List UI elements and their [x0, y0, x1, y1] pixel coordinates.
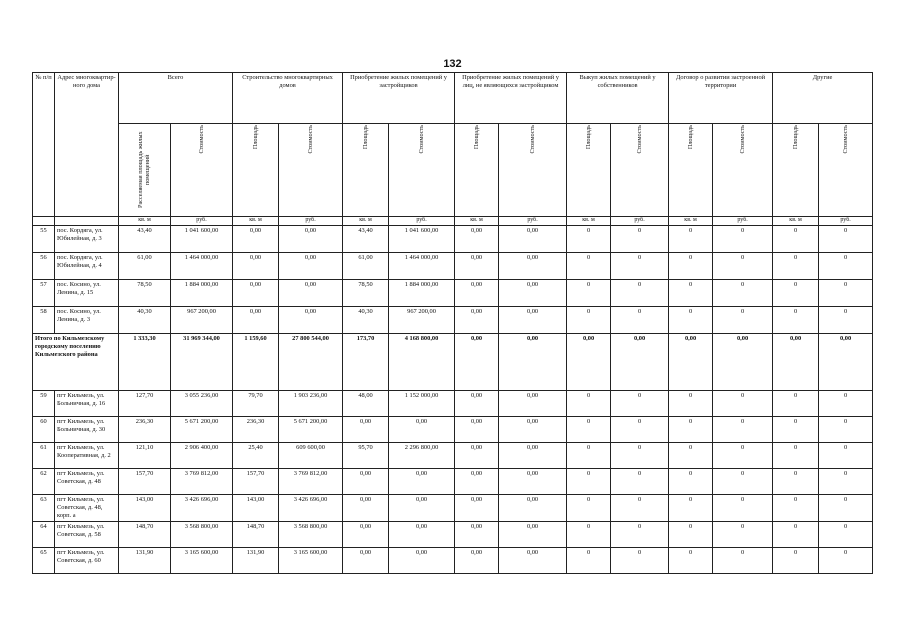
row-value: 143,00 — [233, 494, 279, 521]
row-value: 1 884 000,00 — [171, 279, 233, 306]
row-value: 0 — [611, 547, 669, 573]
row-value: 0 — [567, 306, 611, 333]
row-value: 0,00 — [499, 442, 567, 468]
row-value: 61,00 — [119, 252, 171, 279]
unit-cost: руб. — [279, 217, 343, 226]
row-value: 0,00 — [279, 279, 343, 306]
row-value: 0 — [819, 252, 873, 279]
row-value: 967 200,00 — [171, 306, 233, 333]
row-address: пгт Кильмезь, ул. Больничная, д. 30 — [55, 416, 119, 442]
units-row — [33, 217, 873, 226]
row-value: 95,70 — [343, 442, 389, 468]
total-value: 0,00 — [713, 333, 773, 390]
table-row — [33, 225, 873, 252]
row-value: 0,00 — [455, 442, 499, 468]
subheader-area — [119, 124, 171, 217]
row-value: 0,00 — [389, 468, 455, 494]
unit-cost: руб. — [611, 217, 669, 226]
row-value: 131,90 — [233, 547, 279, 573]
subheader-label: Расселяемая площадь жилых помещений — [137, 131, 152, 209]
row-value: 0 — [773, 279, 819, 306]
row-number: 55 — [33, 225, 55, 252]
row-number: 61 — [33, 442, 55, 468]
total-value: 0,00 — [819, 333, 873, 390]
row-value: 0,00 — [499, 547, 567, 573]
row-number: 63 — [33, 494, 55, 521]
subheader-cost — [499, 124, 567, 217]
row-value: 0,00 — [455, 416, 499, 442]
row-value: 0 — [567, 494, 611, 521]
row-value: 0 — [669, 252, 713, 279]
row-value: 609 600,00 — [279, 442, 343, 468]
row-value: 0,00 — [389, 494, 455, 521]
table-row — [33, 547, 873, 573]
row-address: пгт Кильмезь, ул. Советская, д. 48 — [55, 468, 119, 494]
row-value: 0 — [713, 442, 773, 468]
row-value: 0,00 — [343, 521, 389, 547]
unit-cost: руб. — [171, 217, 233, 226]
total-value: 4 168 800,00 — [389, 333, 455, 390]
row-value: 0,00 — [499, 494, 567, 521]
row-value: 43,40 — [119, 225, 171, 252]
row-value: 0 — [567, 252, 611, 279]
row-value: 1 464 000,00 — [389, 252, 455, 279]
row-value: 0 — [567, 521, 611, 547]
row-value: 40,30 — [119, 306, 171, 333]
subheader-area — [669, 124, 713, 217]
subheader-label: Стоимость — [635, 125, 643, 154]
row-value: 0,00 — [233, 279, 279, 306]
row-value: 0,00 — [455, 468, 499, 494]
row-value: 0 — [773, 547, 819, 573]
unit-area: кв. м — [343, 217, 389, 226]
row-number: 58 — [33, 306, 55, 333]
table-row — [33, 252, 873, 279]
unit-area: кв. м — [567, 217, 611, 226]
total-value: 0,00 — [455, 333, 499, 390]
total-value: 0,00 — [611, 333, 669, 390]
row-value: 0 — [567, 547, 611, 573]
row-value: 48,00 — [343, 390, 389, 416]
row-value: 0 — [669, 494, 713, 521]
row-value: 0 — [611, 442, 669, 468]
row-value: 148,70 — [233, 521, 279, 547]
row-value: 79,70 — [233, 390, 279, 416]
total-value: 0,00 — [499, 333, 567, 390]
row-value: 0,00 — [279, 225, 343, 252]
row-value: 3 568 800,00 — [171, 521, 233, 547]
row-value: 0 — [611, 225, 669, 252]
table-row — [33, 279, 873, 306]
row-value: 0 — [611, 252, 669, 279]
row-value: 3 769 812,00 — [171, 468, 233, 494]
row-value: 0 — [713, 468, 773, 494]
row-value: 0 — [713, 306, 773, 333]
subheader-label: Площадь — [251, 125, 259, 150]
row-value: 0 — [819, 521, 873, 547]
row-value: 43,40 — [343, 225, 389, 252]
subheader-label: Стоимость — [306, 125, 314, 154]
row-value: 0 — [669, 442, 713, 468]
row-value: 0,00 — [499, 279, 567, 306]
row-value: 3 055 236,00 — [171, 390, 233, 416]
row-value: 0,00 — [455, 306, 499, 333]
row-value: 0 — [773, 468, 819, 494]
row-value: 3 426 696,00 — [279, 494, 343, 521]
units-blank-cell — [55, 217, 119, 226]
row-value: 157,70 — [119, 468, 171, 494]
unit-cost: руб. — [389, 217, 455, 226]
row-value: 143,00 — [119, 494, 171, 521]
subheader-area — [567, 124, 611, 217]
row-value: 0 — [567, 279, 611, 306]
row-value: 0 — [567, 225, 611, 252]
subheader-area — [455, 124, 499, 217]
row-value: 0 — [669, 547, 713, 573]
row-value: 5 671 200,00 — [171, 416, 233, 442]
row-value: 0 — [669, 390, 713, 416]
row-value: 0,00 — [499, 252, 567, 279]
row-value: 0 — [611, 468, 669, 494]
subheader-label: Стоимость — [842, 125, 849, 154]
row-value: 3 568 800,00 — [279, 521, 343, 547]
row-value: 0,00 — [389, 416, 455, 442]
table-row — [33, 521, 873, 547]
subheader-cost — [611, 124, 669, 217]
row-value: 0,00 — [343, 468, 389, 494]
row-address: пгт Кильмезь, ул. Советская, д. 60 — [55, 547, 119, 573]
subheader-label: Стоимость — [197, 125, 205, 154]
unit-area: кв. м — [119, 217, 171, 226]
row-number: 57 — [33, 279, 55, 306]
unit-area: кв. м — [455, 217, 499, 226]
row-value: 0 — [819, 547, 873, 573]
row-value: 121,10 — [119, 442, 171, 468]
row-number: 56 — [33, 252, 55, 279]
row-value: 0 — [773, 442, 819, 468]
row-value: 0 — [567, 442, 611, 468]
row-value: 1 464 000,00 — [171, 252, 233, 279]
row-value: 0,00 — [343, 416, 389, 442]
subheader-label: Площадь — [472, 125, 480, 150]
header-group-developer-purchase: Приобретение жилых помещений у застройщиков — [343, 73, 455, 124]
row-number: 65 — [33, 547, 55, 573]
subheader-row — [33, 124, 873, 217]
unit-area: кв. м — [233, 217, 279, 226]
row-value: 0,00 — [455, 547, 499, 573]
total-value: 27 800 544,00 — [279, 333, 343, 390]
header-address: Адрес многоквартир-ного дома — [55, 73, 119, 217]
unit-cost: руб. — [713, 217, 773, 226]
header-group-total: Всего — [119, 73, 233, 124]
subheader-cost — [713, 124, 773, 217]
row-value: 0 — [713, 521, 773, 547]
row-value: 0,00 — [455, 390, 499, 416]
row-value: 0 — [713, 225, 773, 252]
table-row — [33, 390, 873, 416]
row-value: 3 165 600,00 — [279, 547, 343, 573]
row-value: 0 — [669, 521, 713, 547]
row-value: 0 — [713, 390, 773, 416]
row-value: 0,00 — [499, 306, 567, 333]
row-value: 0 — [773, 494, 819, 521]
subheader-label: Площадь — [584, 125, 592, 150]
unit-cost: руб. — [819, 217, 873, 226]
row-address: пгт Кильмезь, ул. Советская, д. 58 — [55, 521, 119, 547]
row-value: 0 — [819, 494, 873, 521]
row-value: 0,00 — [499, 416, 567, 442]
row-value: 0 — [773, 225, 819, 252]
total-value: 31 969 344,00 — [171, 333, 233, 390]
page-number: 132 — [443, 58, 462, 70]
row-value: 1 041 600,00 — [389, 225, 455, 252]
row-value: 0 — [713, 279, 773, 306]
row-value: 0 — [713, 494, 773, 521]
total-value: 1 333,30 — [119, 333, 171, 390]
header-num: № п/п — [33, 73, 55, 217]
row-value: 3 769 812,00 — [279, 468, 343, 494]
row-value: 0 — [669, 225, 713, 252]
row-value: 0 — [819, 442, 873, 468]
row-value: 1 152 000,00 — [389, 390, 455, 416]
total-label: Итого по Кильмезскому городскому поселению Кильмезского района — [33, 333, 119, 390]
total-value: 0,00 — [567, 333, 611, 390]
row-value: 40,30 — [343, 306, 389, 333]
table-row — [33, 468, 873, 494]
row-value: 2 296 800,00 — [389, 442, 455, 468]
row-value: 0 — [611, 390, 669, 416]
row-value: 61,00 — [343, 252, 389, 279]
total-value: 1 159,60 — [233, 333, 279, 390]
row-address: пгт Кильмезь, ул. Советская, д. 48, корп. а — [55, 494, 119, 521]
row-value: 0,00 — [455, 494, 499, 521]
row-value: 0 — [567, 468, 611, 494]
subheader-label: Стоимость — [528, 125, 536, 154]
row-value: 0 — [773, 252, 819, 279]
row-value: 0 — [611, 416, 669, 442]
row-value: 0,00 — [499, 390, 567, 416]
row-value: 0,00 — [233, 252, 279, 279]
total-value: 0,00 — [669, 333, 713, 390]
row-number: 59 — [33, 390, 55, 416]
row-value: 0 — [819, 279, 873, 306]
row-value: 1 884 000,00 — [389, 279, 455, 306]
row-value: 0 — [567, 390, 611, 416]
subheader-area — [343, 124, 389, 217]
row-value: 0,00 — [389, 547, 455, 573]
row-value: 0 — [713, 416, 773, 442]
row-value: 0,00 — [279, 306, 343, 333]
subheader-label: Площадь — [792, 125, 799, 150]
row-address: пос. Косино, ул. Ленина, д. 3 — [55, 306, 119, 333]
row-address: пос. Кордяга, ул. Юбилейная, д. 3 — [55, 225, 119, 252]
table-row — [33, 494, 873, 521]
header-group-nondeveloper-purchase: Приобретение жилых помещений у лиц, не являющихся застройщиком — [455, 73, 567, 124]
row-address: пгт Кильмезь, ул. Больничная, д. 16 — [55, 390, 119, 416]
row-value: 0 — [773, 416, 819, 442]
row-value: 5 671 200,00 — [279, 416, 343, 442]
row-value: 236,30 — [233, 416, 279, 442]
row-value: 0 — [819, 416, 873, 442]
row-value: 0,00 — [455, 521, 499, 547]
row-value: 0,00 — [343, 494, 389, 521]
row-value: 0,00 — [279, 252, 343, 279]
row-number: 62 — [33, 468, 55, 494]
resettlement-table — [32, 72, 873, 574]
row-value: 236,30 — [119, 416, 171, 442]
row-value: 0,00 — [343, 547, 389, 573]
header-group-buyout: Выкуп жилых помещений у собственников — [567, 73, 669, 124]
row-value: 78,50 — [119, 279, 171, 306]
row-number: 64 — [33, 521, 55, 547]
row-value: 0 — [567, 416, 611, 442]
total-value: 0,00 — [773, 333, 819, 390]
units-blank-cell — [33, 217, 55, 226]
row-value: 0,00 — [233, 306, 279, 333]
row-value: 0 — [819, 225, 873, 252]
row-address: пос. Косино, ул. Ленина, д. 15 — [55, 279, 119, 306]
row-value: 0,00 — [455, 225, 499, 252]
row-value: 1 041 600,00 — [171, 225, 233, 252]
unit-cost: руб. — [499, 217, 567, 226]
row-value: 0,00 — [455, 252, 499, 279]
row-value: 0 — [819, 390, 873, 416]
row-value: 25,40 — [233, 442, 279, 468]
row-value: 1 903 236,00 — [279, 390, 343, 416]
row-value: 0 — [611, 279, 669, 306]
row-address: пос. Кордяга, ул. Юбилейная, д. 4 — [55, 252, 119, 279]
row-value: 0,00 — [389, 521, 455, 547]
row-value: 78,50 — [343, 279, 389, 306]
row-value: 3 426 696,00 — [171, 494, 233, 521]
row-value: 0 — [669, 279, 713, 306]
header-group-other: Другие — [773, 73, 873, 124]
subheader-cost — [171, 124, 233, 217]
row-value: 0 — [713, 252, 773, 279]
unit-area: кв. м — [773, 217, 819, 226]
row-value: 967 200,00 — [389, 306, 455, 333]
row-value: 0 — [773, 521, 819, 547]
row-number: 60 — [33, 416, 55, 442]
row-value: 0 — [819, 306, 873, 333]
row-value: 0 — [669, 416, 713, 442]
total-row — [33, 333, 873, 390]
subheader-area — [773, 124, 819, 217]
row-value: 0 — [669, 306, 713, 333]
row-value: 131,90 — [119, 547, 171, 573]
row-value: 0 — [713, 547, 773, 573]
header-group-construction: Строительство многоквартирных домов — [233, 73, 343, 124]
unit-area: кв. м — [669, 217, 713, 226]
table-row — [33, 306, 873, 333]
subheader-cost — [279, 124, 343, 217]
row-value: 148,70 — [119, 521, 171, 547]
subheader-cost — [819, 124, 873, 217]
row-value: 0,00 — [455, 279, 499, 306]
row-value: 0,00 — [233, 225, 279, 252]
row-value: 0 — [669, 468, 713, 494]
row-value: 0 — [611, 494, 669, 521]
row-value: 0,00 — [499, 468, 567, 494]
row-value: 0,00 — [499, 521, 567, 547]
subheader-label: Стоимость — [739, 125, 746, 154]
row-value: 0 — [773, 390, 819, 416]
subheader-label: Площадь — [361, 125, 369, 150]
header-group-development-contract: Договор о развитии застроенной территории — [669, 73, 773, 124]
subheader-cost — [389, 124, 455, 217]
total-value: 173,70 — [343, 333, 389, 390]
subheader-label: Стоимость — [417, 125, 425, 154]
row-value: 0 — [819, 468, 873, 494]
subheader-area — [233, 124, 279, 217]
table-row — [33, 442, 873, 468]
row-value: 0 — [611, 306, 669, 333]
row-value: 127,70 — [119, 390, 171, 416]
row-value: 2 906 400,00 — [171, 442, 233, 468]
row-address: пгт Кильмезь, ул. Кооперативная, д. 2 — [55, 442, 119, 468]
row-value: 0,00 — [499, 225, 567, 252]
subheader-label: Площадь — [687, 125, 694, 150]
row-value: 0 — [773, 306, 819, 333]
row-value: 157,70 — [233, 468, 279, 494]
table-row — [33, 416, 873, 442]
row-value: 0 — [611, 521, 669, 547]
row-value: 3 165 600,00 — [171, 547, 233, 573]
